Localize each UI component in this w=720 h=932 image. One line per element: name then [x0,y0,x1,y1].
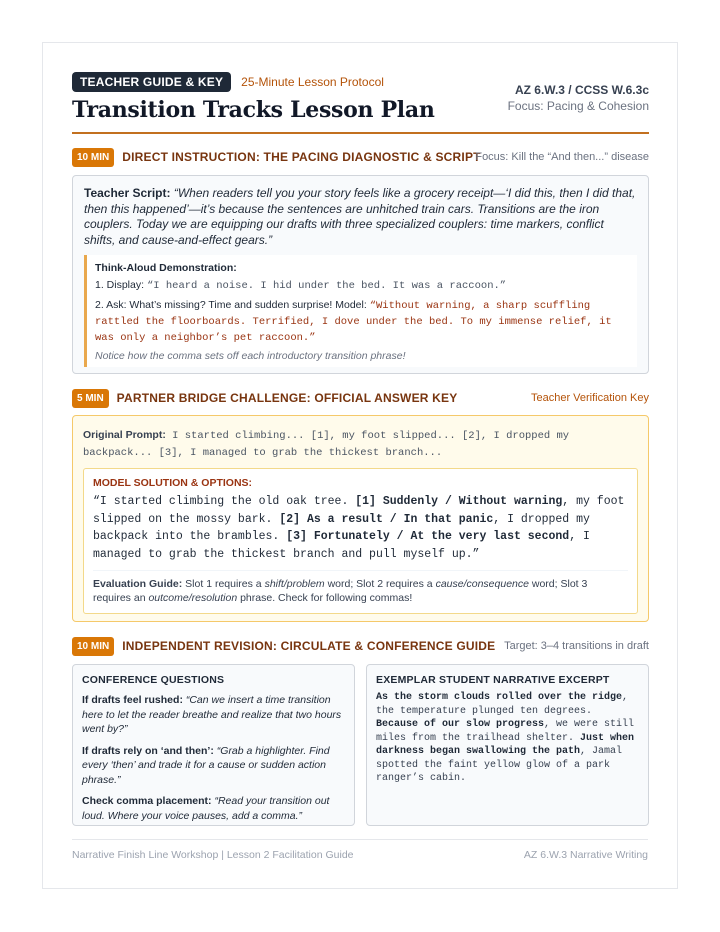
transition-phrase: Just when darkness began swallowing the path [376,732,635,757]
script-text: “When readers tell you your story feels like a grocery receipt—‘I did this, then I did that, then this happened’—it’s because the sentences are unhitched train cars. Transitions are the iron couplers. Today we are equipping our drafts with three specialized couplers: time markers, conflict shifts, and cause-and-effect gears.” [84,186,636,247]
eval-term: outcome/resolution [148,592,238,604]
focus-label: Focus: Pacing & Cohesion [507,99,649,113]
standards-code: AZ 6.W.3 / CCSS W.6.3c [514,83,649,97]
excerpt-part: , the temperature plunged ten degrees. [376,692,629,717]
answer-key-box [72,415,649,622]
excerpt-part: , Jamal spotted the faint yellow glow of a park ranger’s cabin. [376,746,623,784]
protocol-label: 25-Minute Lesson Protocol [241,75,384,89]
slot-2-answer: [2] As a result / In that panic [279,512,494,526]
section-independent-revision-header [72,636,649,656]
conference-questions-title: CONFERENCE QUESTIONS [82,674,225,686]
eval-term: cause/consequence [435,578,529,590]
transition-phrase: As the storm clouds rolled over the ridge [376,692,623,703]
model-solution-box [83,468,638,614]
ask-label: 2. Ask: What’s missing? Time and sudden surprise! Model: [95,299,370,311]
solution-part: , I dropped my backpack into the brambles. [93,512,590,543]
eval-term: shift/problem [264,578,325,590]
minutes-badge: 10 MIN [72,148,114,167]
excerpt-part: , we were still miles from the trailhead shelter. [376,719,635,744]
conference-question [82,794,345,823]
conference-questions-card [72,664,355,826]
section-focus: Focus: Kill the “And then...” disease [475,151,649,163]
evaluation-label: Evaluation Guide: [93,578,183,590]
lesson-plan-sheet [42,42,678,889]
question-label: If drafts rely on ‘and then’: [82,744,214,757]
section-title: INDEPENDENT REVISION: CIRCULATE & CONFERENCE GUIDE [122,639,496,653]
prompt-label: Original Prompt: [83,429,166,441]
solution-part: , I managed to grab the thickest branch and pull myself up.” [93,530,590,561]
section-title: DIRECT INSTRUCTION: THE PACING DIAGNOSTIC & SCRIPT [122,150,481,164]
slot-1-answer: [1] Suddenly / Without warning [355,495,563,508]
exemplar-excerpt [376,691,639,786]
think-aloud-title: Think-Aloud Demonstration: [95,262,237,274]
standards-block [508,83,649,113]
solution-part: “I started climbing the old oak tree. [93,495,356,508]
model-text: “Without warning, a sharp scuffling rattled the floorboards. Terrified, I dove under the bed. To my immense relief, it was only a neighbor’s pet raccoon.” [95,300,612,344]
minutes-badge: 5 MIN [72,389,109,408]
teacher-script [84,186,637,248]
conference-question [82,693,345,737]
sheet-content [72,72,649,826]
original-prompt [83,427,638,461]
slot-3-answer: [3] Fortunately / At the very last second [286,530,570,543]
teacher-script-box [72,175,649,374]
conference-question [82,744,345,788]
page-footer [72,839,648,861]
eval-part: phrase. Check for following commas! [237,592,413,604]
question-text: “Grab a highlighter. Find every ‘then’ and trade it for a cause or sudden action phrase.” [82,744,330,786]
question-label: If drafts feel rushed: [82,694,183,706]
section-title: PARTNER BRIDGE CHALLENGE: OFFICIAL ANSWER KEY [116,391,458,405]
footer-right: AZ 6.W.3 Narrative Writing [523,849,648,861]
verification-key-label: Teacher Verification Key [530,392,649,404]
think-aloud-box [84,255,637,367]
page-header [72,72,649,134]
question-label: Check comma placement: [82,795,212,807]
model-solution-text [93,493,628,563]
eval-part: word; Slot 2 requires a [324,578,436,590]
display-step [95,278,629,294]
footer-left: Narrative Finish Line Workshop | Lesson 2 Facilitation Guide [72,849,354,861]
display-text: “I heard a noise. I hid under the bed. It was a raccoon.” [146,280,507,292]
ask-step [95,298,629,346]
guide-badge: TEACHER GUIDE & KEY [72,72,231,92]
model-solution-title: MODEL SOLUTION & OPTIONS: [93,477,253,489]
minutes-badge: 10 MIN [72,637,114,656]
section-partner-bridge-header [72,388,649,408]
eval-part: Slot 1 requires a [182,578,265,590]
solution-part: , my foot slipped on the mossy bark. [93,495,625,526]
comma-note: Notice how the comma sets off each introductory transition phrase! [95,350,406,362]
eval-part: word; Slot 3 requires an [93,578,588,604]
question-text: “Read your transition out loud. Where your voice pauses, add a comma.” [82,795,330,822]
revision-columns [72,664,649,826]
evaluation-guide [93,570,628,605]
target-label: Target: 3–4 transitions in draft [504,640,649,652]
question-text: “Can we insert a time transition here to let the reader breathe and realize that two hours went by?” [82,694,342,735]
section-direct-instruction-header [72,147,649,167]
transition-phrase: Because of our slow progress [376,719,545,730]
exemplar-excerpt-card [366,664,649,826]
script-label: Teacher Script: [84,186,171,200]
exemplar-title: EXEMPLAR STUDENT NARRATIVE EXCERPT [376,674,610,686]
prompt-text: I started climbing... [1], my foot slipped... [2], I dropped my backpack... [3], I managed to grab the thickest branch... [83,430,570,459]
page-title: Transition Tracks Lesson Plan [72,97,435,123]
display-label: 1. Display: [95,279,147,291]
